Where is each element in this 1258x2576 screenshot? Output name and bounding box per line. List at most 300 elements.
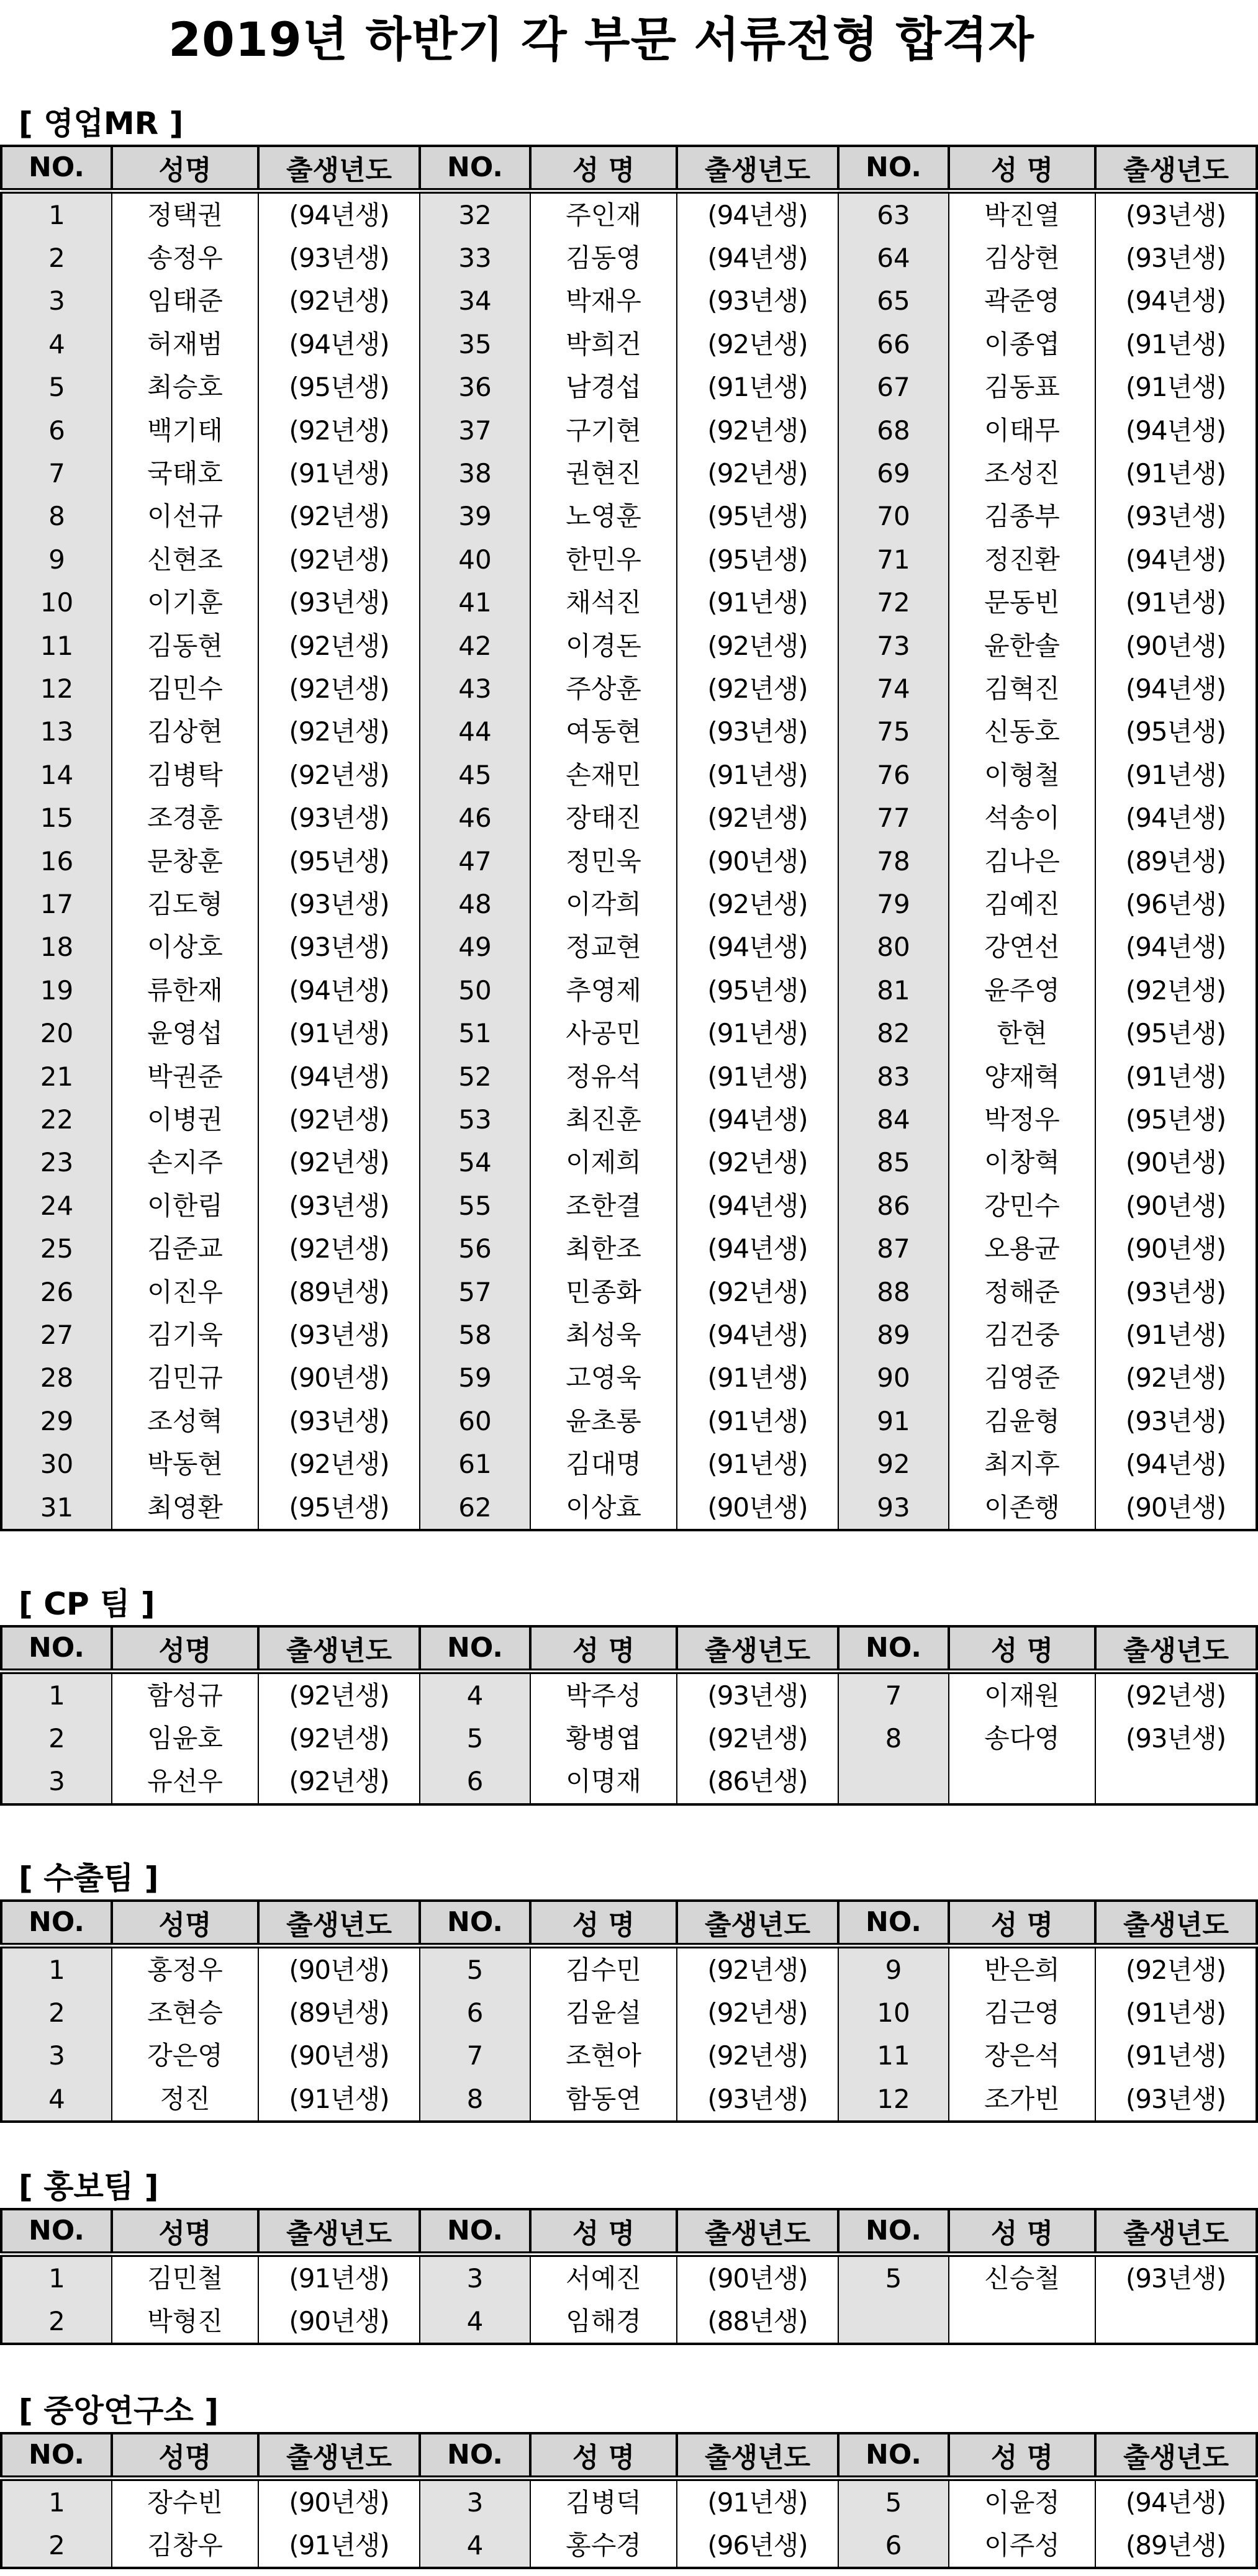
name-cell: 정해준 — [949, 1271, 1095, 1313]
table-row — [1, 1945, 1257, 1991]
birth-year-cell: (93년생) — [677, 2078, 838, 2122]
row-number-cell: 55 — [420, 1184, 530, 1227]
name-cell: 정진 — [112, 2078, 258, 2122]
table-row — [1, 452, 1257, 495]
row-number-cell: 76 — [838, 754, 949, 796]
birth-year-cell: (92년생) — [258, 667, 420, 710]
name-cell: 이종엽 — [949, 323, 1095, 366]
name-cell: 한현 — [949, 1012, 1095, 1055]
row-number-cell: 6 — [1, 409, 112, 452]
name-cell: 구기현 — [530, 409, 677, 452]
name-cell: 이창혁 — [949, 1141, 1095, 1184]
table-row — [1, 1400, 1257, 1443]
birth-year-cell: (91년생) — [677, 1400, 838, 1443]
row-number-cell: 3 — [1, 1760, 112, 1804]
name-cell: 남경섭 — [530, 366, 677, 408]
pr-team-section — [0, 2166, 1229, 2345]
name-cell: 여동현 — [530, 710, 677, 753]
column-header-name: 성 명 — [949, 146, 1095, 191]
birth-year-cell: (93년생) — [258, 236, 420, 279]
name-cell: 이상효 — [530, 1486, 677, 1530]
birth-year-cell: (93년생) — [258, 1400, 420, 1443]
name-cell: 박희건 — [530, 323, 677, 366]
name-cell: 강민수 — [949, 1184, 1095, 1227]
birth-year-cell: (92년생) — [677, 1945, 838, 1991]
birth-year-cell: (95년생) — [677, 495, 838, 538]
birth-year-cell: (89년생) — [258, 1271, 420, 1313]
birth-year-cell: (94년생) — [1095, 538, 1257, 581]
name-cell: 이기훈 — [112, 581, 258, 624]
name-cell: 양재혁 — [949, 1055, 1095, 1098]
name-cell: 류한재 — [112, 969, 258, 1012]
row-number-cell: 24 — [1, 1184, 112, 1227]
birth-year-cell: (91년생) — [1095, 581, 1257, 624]
row-number-cell: 59 — [420, 1356, 530, 1399]
birth-year-cell: (94년생) — [1095, 2478, 1257, 2524]
birth-year-cell: (94년생) — [258, 1055, 420, 1098]
column-header-no: NO. — [420, 2209, 530, 2254]
name-cell: 오용균 — [949, 1227, 1095, 1270]
birth-year-cell: (93년생) — [258, 925, 420, 968]
name-cell: 김윤형 — [949, 1400, 1095, 1443]
row-number-cell: 49 — [420, 925, 530, 968]
row-number-cell: 1 — [1, 2478, 112, 2524]
name-cell: 홍정우 — [112, 1945, 258, 1991]
name-cell: 윤영섭 — [112, 1012, 258, 1055]
row-number-cell: 2 — [1, 2524, 112, 2568]
row-number-cell: 3 — [420, 2254, 530, 2300]
birth-year-cell: (93년생) — [1095, 236, 1257, 279]
column-header-yr: 출생년도 — [258, 1901, 420, 1945]
birth-year-cell: (94년생) — [1095, 925, 1257, 968]
column-header-yr: 출생년도 — [677, 2433, 838, 2478]
table-row — [1, 1486, 1257, 1530]
birth-year-cell: (93년생) — [1095, 191, 1257, 236]
header-row — [1, 1901, 1257, 1945]
name-cell: 허재범 — [112, 323, 258, 366]
column-header-name: 성 명 — [949, 2433, 1095, 2478]
column-header-name: 성 명 — [530, 1901, 677, 1945]
row-number-cell: 9 — [1, 538, 112, 581]
column-header-yr: 출생년도 — [258, 1626, 420, 1671]
birth-year-cell: (91년생) — [1095, 1055, 1257, 1098]
name-cell: 이진우 — [112, 1271, 258, 1313]
row-number-cell: 52 — [420, 1055, 530, 1098]
column-header-no: NO. — [1, 146, 112, 191]
birth-year-cell: (94년생) — [677, 1098, 838, 1141]
name-cell: 이존행 — [949, 1486, 1095, 1530]
row-number-cell: 75 — [838, 710, 949, 753]
name-cell: 박주성 — [530, 1671, 677, 1717]
birth-year-cell: (93년생) — [258, 796, 420, 839]
table-row — [1, 2254, 1257, 2300]
table-row — [1, 538, 1257, 581]
birth-year-cell: (89년생) — [1095, 840, 1257, 883]
birth-year-cell: (93년생) — [1095, 2254, 1257, 2300]
name-cell: 추영제 — [530, 969, 677, 1012]
table-row — [1, 2478, 1257, 2524]
name-cell: 노영훈 — [530, 495, 677, 538]
birth-year-cell: (93년생) — [1095, 1400, 1257, 1443]
name-cell: 손지주 — [112, 1141, 258, 1184]
birth-year-cell: (92년생) — [677, 796, 838, 839]
table-row — [1, 925, 1257, 968]
row-number-cell: 54 — [420, 1141, 530, 1184]
name-cell: 주상훈 — [530, 667, 677, 710]
birth-year-cell: (92년생) — [258, 1443, 420, 1485]
row-number-cell: 5 — [420, 1717, 530, 1760]
row-number-cell: 35 — [420, 323, 530, 366]
birth-year-cell: (92년생) — [258, 1098, 420, 1141]
row-number-cell: 85 — [838, 1141, 949, 1184]
table-row — [1, 1356, 1257, 1399]
column-header-name: 성명 — [112, 1626, 258, 1671]
name-cell: 정진환 — [949, 538, 1095, 581]
birth-year-cell: (92년생) — [677, 452, 838, 495]
name-cell: 강연선 — [949, 925, 1095, 968]
row-number-cell: 4 — [1, 2078, 112, 2122]
birth-year-cell: (94년생) — [1095, 409, 1257, 452]
cp-team-section — [0, 1583, 1229, 1806]
row-number-cell: 5 — [420, 1945, 530, 1991]
name-cell: 박동현 — [112, 1443, 258, 1485]
name-cell: 조경훈 — [112, 796, 258, 839]
row-number-cell: 29 — [1, 1400, 112, 1443]
name-cell: 김상현 — [949, 236, 1095, 279]
section-title: [ CP 팀 ] — [19, 1586, 155, 1622]
column-header-yr: 출생년도 — [1095, 1901, 1257, 1945]
birth-year-cell: (91년생) — [1095, 366, 1257, 408]
table-row — [1, 840, 1257, 883]
table-row — [1, 1443, 1257, 1485]
column-header-yr: 출생년도 — [1095, 2433, 1257, 2478]
birth-year-cell: (91년생) — [1095, 754, 1257, 796]
name-cell: 장태진 — [530, 796, 677, 839]
row-number-cell: 56 — [420, 1227, 530, 1270]
birth-year-cell: (92년생) — [677, 1141, 838, 1184]
row-number-cell: 87 — [838, 1227, 949, 1270]
birth-year-cell — [1095, 2300, 1257, 2344]
birth-year-cell: (95년생) — [258, 840, 420, 883]
row-number-cell: 1 — [1, 1671, 112, 1717]
row-number-cell: 36 — [420, 366, 530, 408]
name-cell: 박진열 — [949, 191, 1095, 236]
birth-year-cell: (92년생) — [677, 883, 838, 925]
applicant-table — [0, 1899, 1258, 2123]
name-cell: 이각희 — [530, 883, 677, 925]
name-cell: 김병덕 — [530, 2478, 677, 2524]
birth-year-cell: (95년생) — [258, 366, 420, 408]
row-number-cell: 51 — [420, 1012, 530, 1055]
name-cell: 김종부 — [949, 495, 1095, 538]
birth-year-cell: (90년생) — [258, 1356, 420, 1399]
name-cell: 최지후 — [949, 1443, 1095, 1485]
name-cell: 정택권 — [112, 191, 258, 236]
birth-year-cell: (92년생) — [677, 323, 838, 366]
birth-year-cell: (90년생) — [677, 1486, 838, 1530]
table-row — [1, 323, 1257, 366]
table-row — [1, 1760, 1257, 1804]
birth-year-cell: (94년생) — [1095, 279, 1257, 322]
name-cell: 김근영 — [949, 1991, 1095, 2034]
birth-year-cell: (92년생) — [677, 2034, 838, 2077]
column-header-no: NO. — [838, 2433, 949, 2478]
birth-year-cell: (95년생) — [1095, 1012, 1257, 1055]
birth-year-cell: (95년생) — [677, 969, 838, 1012]
birth-year-cell: (94년생) — [677, 236, 838, 279]
name-cell: 채석진 — [530, 581, 677, 624]
name-cell: 황병엽 — [530, 1717, 677, 1760]
birth-year-cell: (90년생) — [677, 2254, 838, 2300]
name-cell: 권현진 — [530, 452, 677, 495]
column-header-yr: 출생년도 — [258, 2209, 420, 2254]
column-header-name: 성 명 — [949, 1901, 1095, 1945]
name-cell: 정교현 — [530, 925, 677, 968]
birth-year-cell: (92년생) — [258, 1671, 420, 1717]
birth-year-cell: (91년생) — [677, 1055, 838, 1098]
row-number-cell: 57 — [420, 1271, 530, 1313]
birth-year-cell: (92년생) — [677, 409, 838, 452]
column-header-name: 성 명 — [530, 1626, 677, 1671]
row-number-cell — [838, 2300, 949, 2344]
birth-year-cell: (94년생) — [677, 925, 838, 968]
row-number-cell: 9 — [838, 1945, 949, 1991]
name-cell: 김혁진 — [949, 667, 1095, 710]
birth-year-cell: (91년생) — [1095, 2034, 1257, 2077]
table-row — [1, 409, 1257, 452]
section-title: [ 수출팀 ] — [19, 1860, 159, 1896]
birth-year-cell: (92년생) — [258, 1141, 420, 1184]
row-number-cell: 10 — [1, 581, 112, 624]
name-cell: 김수민 — [530, 1945, 677, 1991]
name-cell: 조현아 — [530, 2034, 677, 2077]
table-row — [1, 1055, 1257, 1098]
birth-year-cell — [1095, 1760, 1257, 1804]
name-cell: 정유석 — [530, 1055, 677, 1098]
column-header-yr: 출생년도 — [258, 146, 420, 191]
column-header-name: 성 명 — [530, 2209, 677, 2254]
row-number-cell: 92 — [838, 1443, 949, 1485]
row-number-cell: 89 — [838, 1313, 949, 1356]
row-number-cell: 73 — [838, 624, 949, 667]
birth-year-cell: (90년생) — [258, 2300, 420, 2344]
row-number-cell: 50 — [420, 969, 530, 1012]
table-row — [1, 279, 1257, 322]
row-number-cell: 4 — [1, 323, 112, 366]
table-row — [1, 236, 1257, 279]
row-number-cell: 60 — [420, 1400, 530, 1443]
table-row — [1, 1098, 1257, 1141]
row-number-cell: 44 — [420, 710, 530, 753]
row-number-cell: 80 — [838, 925, 949, 968]
birth-year-cell: (95년생) — [1095, 710, 1257, 753]
name-cell: 이윤정 — [949, 2478, 1095, 2524]
birth-year-cell: (93년생) — [1095, 1717, 1257, 1760]
name-cell: 김건중 — [949, 1313, 1095, 1356]
birth-year-cell: (89년생) — [258, 1991, 420, 2034]
table-row — [1, 366, 1257, 408]
birth-year-cell: (92년생) — [258, 279, 420, 322]
birth-year-cell: (95년생) — [677, 538, 838, 581]
birth-year-cell: (92년생) — [677, 1717, 838, 1760]
birth-year-cell: (93년생) — [677, 1671, 838, 1717]
name-cell: 곽준영 — [949, 279, 1095, 322]
row-number-cell: 70 — [838, 495, 949, 538]
name-cell: 김도형 — [112, 883, 258, 925]
name-cell: 송다영 — [949, 1717, 1095, 1760]
name-cell: 석송이 — [949, 796, 1095, 839]
row-number-cell: 6 — [420, 1760, 530, 1804]
row-number-cell: 90 — [838, 1356, 949, 1399]
name-cell: 문동빈 — [949, 581, 1095, 624]
name-cell: 김기욱 — [112, 1313, 258, 1356]
row-number-cell: 1 — [1, 2254, 112, 2300]
name-cell: 신동호 — [949, 710, 1095, 753]
column-header-yr: 출생년도 — [1095, 146, 1257, 191]
name-cell: 김창우 — [112, 2524, 258, 2568]
column-header-no: NO. — [838, 146, 949, 191]
row-number-cell: 84 — [838, 1098, 949, 1141]
birth-year-cell: (92년생) — [1095, 1671, 1257, 1717]
name-cell: 이태무 — [949, 409, 1095, 452]
name-cell: 김대명 — [530, 1443, 677, 1485]
table-row — [1, 2524, 1257, 2568]
section-title: [ 홍보팀 ] — [19, 2169, 159, 2205]
birth-year-cell: (92년생) — [677, 667, 838, 710]
central-lab-section — [0, 2390, 1229, 2569]
name-cell: 정민욱 — [530, 840, 677, 883]
table-row — [1, 796, 1257, 839]
birth-year-cell: (92년생) — [677, 624, 838, 667]
row-number-cell: 8 — [420, 2078, 530, 2122]
birth-year-cell: (91년생) — [677, 581, 838, 624]
birth-year-cell: (93년생) — [258, 1313, 420, 1356]
column-header-no: NO. — [838, 1626, 949, 1671]
birth-year-cell: (94년생) — [258, 323, 420, 366]
row-number-cell: 58 — [420, 1313, 530, 1356]
name-cell: 윤주영 — [949, 969, 1095, 1012]
name-cell: 손재민 — [530, 754, 677, 796]
row-number-cell: 6 — [420, 1991, 530, 2034]
birth-year-cell: (93년생) — [258, 581, 420, 624]
column-header-name: 성명 — [112, 2433, 258, 2478]
column-header-no: NO. — [420, 2433, 530, 2478]
name-cell: 송정우 — [112, 236, 258, 279]
birth-year-cell: (92년생) — [258, 1760, 420, 1804]
row-number-cell: 2 — [1, 1717, 112, 1760]
birth-year-cell: (90년생) — [258, 2034, 420, 2077]
row-number-cell: 3 — [1, 2034, 112, 2077]
birth-year-cell: (91년생) — [258, 2254, 420, 2300]
birth-year-cell: (91년생) — [1095, 452, 1257, 495]
row-number-cell: 3 — [1, 279, 112, 322]
row-number-cell: 41 — [420, 581, 530, 624]
name-cell: 박정우 — [949, 1098, 1095, 1141]
birth-year-cell: (94년생) — [1095, 667, 1257, 710]
birth-year-cell: (96년생) — [1095, 883, 1257, 925]
table-row — [1, 1717, 1257, 1760]
name-cell: 김민수 — [112, 667, 258, 710]
column-header-no: NO. — [838, 2209, 949, 2254]
column-header-no: NO. — [1, 2209, 112, 2254]
row-number-cell: 12 — [1, 667, 112, 710]
header-row — [1, 2209, 1257, 2254]
table-row — [1, 1991, 1257, 2034]
birth-year-cell: (88년생) — [677, 2300, 838, 2344]
name-cell: 이병권 — [112, 1098, 258, 1141]
row-number-cell: 11 — [1, 624, 112, 667]
table-row — [1, 581, 1257, 624]
row-number-cell: 12 — [838, 2078, 949, 2122]
name-cell: 김윤설 — [530, 1991, 677, 2034]
birth-year-cell: (93년생) — [258, 883, 420, 925]
row-number-cell: 71 — [838, 538, 949, 581]
name-cell: 김민규 — [112, 1356, 258, 1399]
table-row — [1, 2034, 1257, 2077]
column-header-name: 성명 — [112, 2209, 258, 2254]
section-title: [ 영업MR ] — [19, 106, 184, 142]
name-cell: 김병탁 — [112, 754, 258, 796]
table-row — [1, 667, 1257, 710]
name-cell — [949, 1760, 1095, 1804]
name-cell: 이경돈 — [530, 624, 677, 667]
header-row — [1, 146, 1257, 191]
birth-year-cell: (90년생) — [258, 1945, 420, 1991]
name-cell: 임윤호 — [112, 1717, 258, 1760]
row-number-cell: 18 — [1, 925, 112, 968]
row-number-cell: 65 — [838, 279, 949, 322]
row-number-cell: 61 — [420, 1443, 530, 1485]
header-row — [1, 1626, 1257, 1671]
name-cell: 이한림 — [112, 1184, 258, 1227]
row-number-cell: 14 — [1, 754, 112, 796]
row-number-cell: 79 — [838, 883, 949, 925]
row-number-cell: 21 — [1, 1055, 112, 1098]
column-header-no: NO. — [420, 146, 530, 191]
row-number-cell: 7 — [838, 1671, 949, 1717]
name-cell: 최승호 — [112, 366, 258, 408]
table-row — [1, 1141, 1257, 1184]
birth-year-cell: (93년생) — [1095, 2078, 1257, 2122]
name-cell: 이명재 — [530, 1760, 677, 1804]
name-cell: 홍수경 — [530, 2524, 677, 2568]
birth-year-cell: (91년생) — [258, 1012, 420, 1055]
name-cell: 윤초롱 — [530, 1400, 677, 1443]
column-header-name: 성 명 — [530, 2433, 677, 2478]
row-number-cell: 38 — [420, 452, 530, 495]
row-number-cell: 27 — [1, 1313, 112, 1356]
row-number-cell: 34 — [420, 279, 530, 322]
name-cell: 박권준 — [112, 1055, 258, 1098]
row-number-cell: 5 — [838, 2478, 949, 2524]
table-row — [1, 754, 1257, 796]
row-number-cell: 8 — [1, 495, 112, 538]
birth-year-cell: (93년생) — [677, 710, 838, 753]
name-cell: 김영준 — [949, 1356, 1095, 1399]
name-cell: 김준교 — [112, 1227, 258, 1270]
row-number-cell: 40 — [420, 538, 530, 581]
name-cell: 반은희 — [949, 1945, 1095, 1991]
birth-year-cell: (95년생) — [1095, 1098, 1257, 1141]
table-row — [1, 624, 1257, 667]
row-number-cell: 25 — [1, 1227, 112, 1270]
name-cell: 김민철 — [112, 2254, 258, 2300]
birth-year-cell: (94년생) — [258, 191, 420, 236]
table-row — [1, 883, 1257, 925]
name-cell: 김상현 — [112, 710, 258, 753]
birth-year-cell: (92년생) — [258, 495, 420, 538]
name-cell: 조성진 — [949, 452, 1095, 495]
